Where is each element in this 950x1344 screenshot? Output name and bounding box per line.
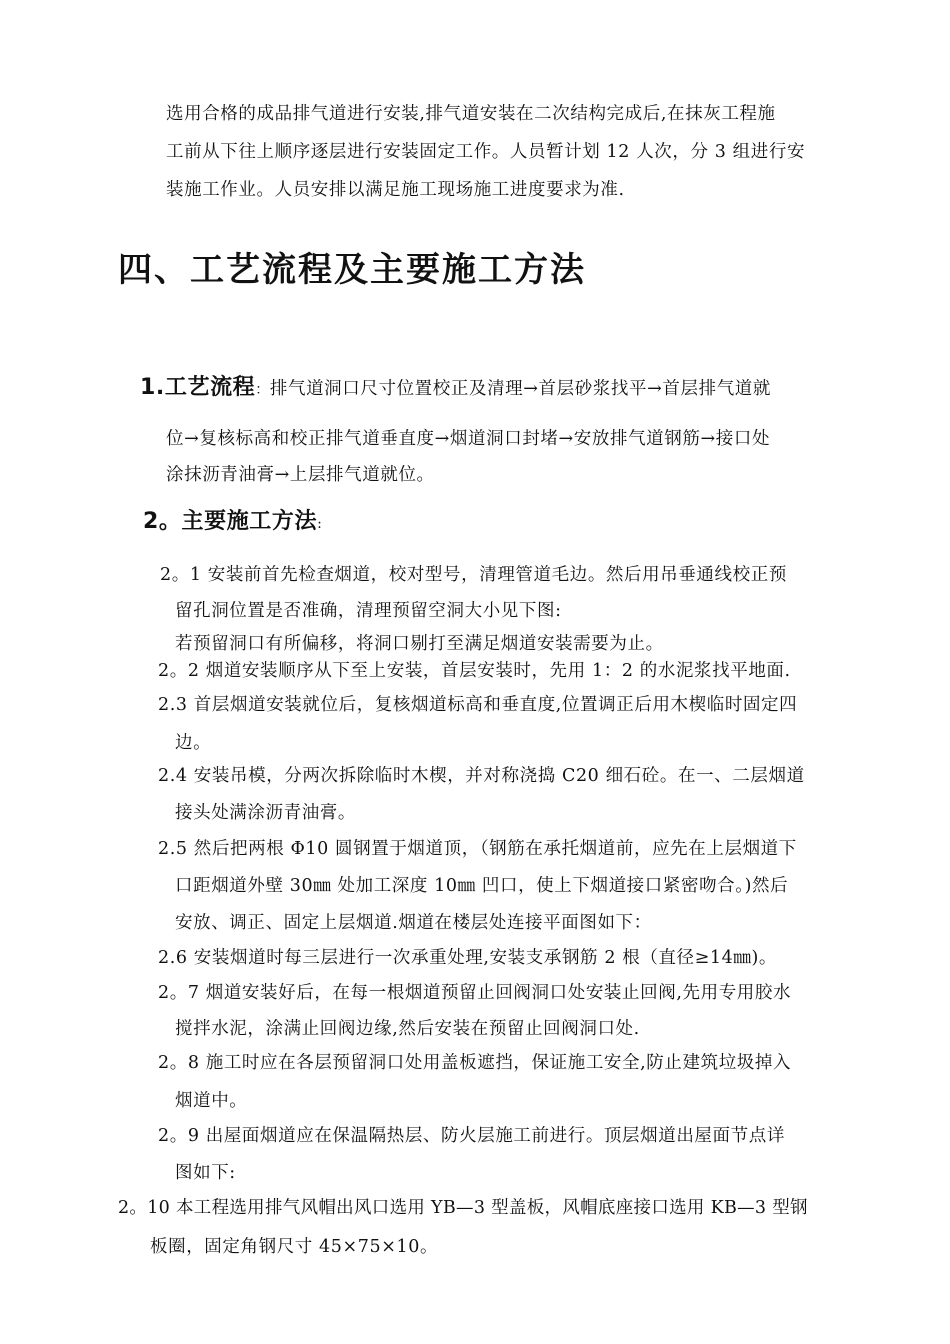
intro-line-1: 选用合格的成品排气道进行安装,排气道安装在二次结构完成后,在抹灰工程施 [166, 104, 776, 124]
section-title: 四、工艺流程及主要施工方法 [118, 250, 586, 290]
method-line: 图如下: [175, 1163, 236, 1183]
process-line-3: 涂抹沥青油膏→上层排气道就位。 [166, 465, 435, 485]
method-line: 2。1 安装前首先检查烟道，校对型号，清理管道毛边。然后用吊垂通线校正预 [160, 565, 787, 585]
method-line: 2。2 烟道安装顺序从下至上安装，首层安装时，先用 1：2 的水泥浆找平地面. [158, 661, 791, 681]
method-line: 2.3 首层烟道安装就位后，复核烟道标高和垂直度,位置调正后用木楔临时固定四 [158, 695, 798, 715]
intro-line-3: 装施工作业。人员安排以满足施工现场施工进度要求为准. [166, 180, 625, 200]
method-line: 烟道中。 [175, 1091, 248, 1111]
method-line: 2.5 然后把两根 Φ10 圆钢置于烟道顶，（钢筋在承托烟道前，应先在上层烟道下 [158, 839, 797, 859]
method-line: 2。10 本工程选用排气风帽出风口选用 YB—3 型盖板，风帽底座接口选用 KB—3 型钢 [118, 1198, 808, 1218]
method-line: 2。8 施工时应在各层预留洞口处用盖板遮挡，保证施工安全,防止建筑垃圾掉入 [158, 1053, 792, 1073]
method-line: 搅拌水泥，涂满止回阀边缘,然后安装在预留止回阀洞口处. [175, 1019, 640, 1039]
method-line: 口距烟道外壁 30㎜ 处加工深度 10㎜ 凹口，使上下烟道接口紧密吻合。)然后 [175, 876, 789, 896]
methods-heading: 2。主要施工方法 [143, 509, 318, 534]
method-line: 2.4 安装吊模，分两次拆除临时木楔，并对称浇捣 C20 细石砼。在一、二层烟道 [158, 766, 805, 786]
process-heading: 1.工艺流程 [140, 375, 256, 400]
method-line: 边。 [175, 733, 212, 753]
methods-heading-colon: : [317, 516, 323, 532]
process-line-1-text: 排气道洞口尺寸位置校正及清理→首层砂浆找平→首层排气道就 [269, 379, 771, 399]
method-line: 安放、调正、固定上层烟道.烟道在楼层处连接平面图如下： [175, 913, 652, 933]
method-line: 留孔洞位置是否准确，清理预留空洞大小见下图: [175, 601, 562, 621]
method-line: 接头处满涂沥青油膏。 [175, 803, 356, 823]
method-line: 2。7 烟道安装好后，在每一根烟道预留止回阀洞口处安装止回阀,先用专用胶水 [158, 983, 792, 1003]
method-line: 若预留洞口有所偏移，将洞口剔打至满足烟道安装需要为止。 [175, 634, 664, 654]
process-heading-colon: ： [255, 382, 270, 398]
process-line-2: 位→复核标高和校正排气道垂直度→烟道洞口封堵→安放排气道钢筋→接口处 [166, 429, 771, 449]
method-line: 板圈，固定角钢尺寸 45×75×10。 [150, 1237, 439, 1257]
method-line: 2.6 安装烟道时每三层进行一次承重处理,安装支承钢筋 2 根（直径≥14㎜)。 [158, 948, 777, 968]
methods-heading-line [143, 510, 322, 536]
process-line-1 [140, 376, 771, 402]
intro-line-2: 工前从下往上顺序逐层进行安装固定工作。人员暂计划 12 人次，分 3 组进行安 [166, 142, 806, 162]
method-line: 2。9 出屋面烟道应在保温隔热层、防火层施工前进行。顶层烟道出屋面节点详 [158, 1126, 785, 1146]
